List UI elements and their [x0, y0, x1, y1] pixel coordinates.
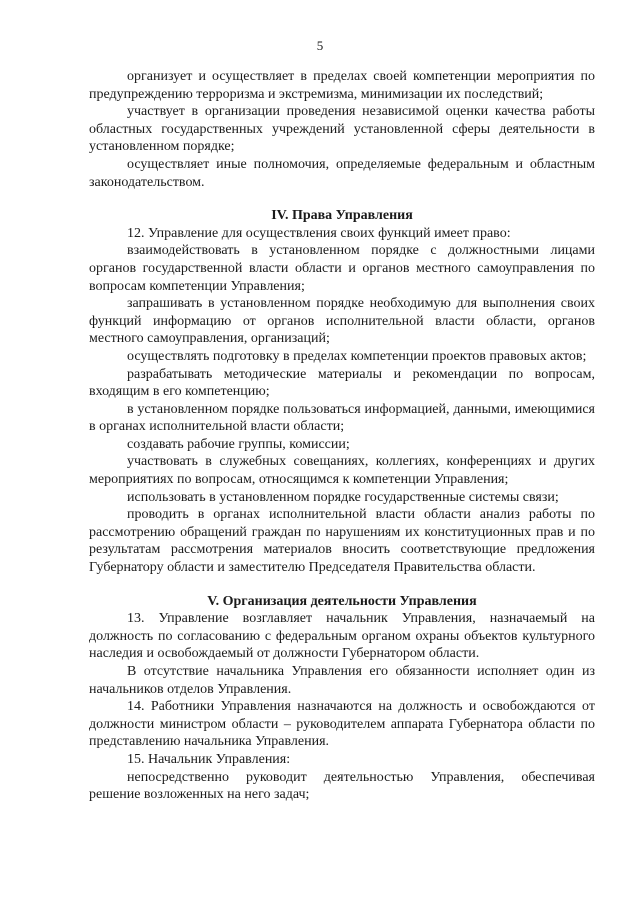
paragraph: В отсутствие начальника Управления его обязанности исполняет один из начальников отделов Управления. — [89, 664, 595, 697]
paragraph: 13. Управление возглавляет начальник Управления, назначаемый на должность по согласованию с федеральным органом охраны объектов культурного наследия и освобождаемый от должности Губернатором области. — [89, 611, 595, 662]
paragraph: участвует в организации проведения независимой оценки качества работы областных государственных учреждений установленной сферы деятельности в установленном порядке; — [89, 104, 595, 155]
section-heading-rights: IV. Права Управления — [271, 208, 413, 224]
paragraph: запрашивать в установленном порядке необходимую для выполнения своих функций информацию от органов исполнительной власти области, органов местного самоуправления, организаций; — [89, 296, 595, 347]
paragraph: осуществляет иные полномочия, определяемые федеральным и областным законодательством. — [89, 156, 595, 190]
page-number: 5 — [316, 38, 324, 53]
paragraph: проводить в органах исполнительной власти области анализ работы по рассмотрению обращений граждан по нарушениям их конституционных прав и по результатам рассмотрения материалов вносить соответствующие предложения Губернатору области и заместителю Председателя Правительства области. — [89, 507, 595, 576]
paragraph: непосредственно руководит деятельностью Управления, обеспечивая решение возложенных на него задач; — [89, 769, 595, 803]
paragraph: создавать рабочие группы, комиссии; — [127, 436, 350, 452]
paragraph: участвовать в служебных совещаниях, коллегиях, конференциях и других мероприятиях по вопросам, относящимся к компетенции Управления; — [89, 454, 595, 488]
paragraph: в установленном порядке пользоваться информацией, данными, имеющимися в органах исполнительной власти области; — [89, 401, 595, 435]
paragraph: использовать в установленном порядке государственные системы связи; — [127, 489, 559, 505]
paragraph: 14. Работники Управления назначаются на должность и освобождаются от должности министром области – руководителем аппарата Губернатора области по представлению начальника Управления. — [89, 699, 595, 750]
paragraph: 12. Управление для осуществления своих функций имеет право: — [127, 225, 511, 241]
paragraph: осуществлять подготовку в пределах компетенции проектов правовых актов; — [127, 348, 587, 364]
document-body — [89, 68, 595, 804]
paragraph: разрабатывать методические материалы и рекомендации по вопросам, входящим в его компетенцию; — [89, 366, 595, 400]
paragraph: 15. Начальник Управления: — [127, 751, 291, 767]
section-heading-organization: V. Организация деятельности Управления — [207, 593, 477, 609]
paragraph: организует и осуществляет в пределах своей компетенции мероприятия по предупреждению терроризма и экстремизма, минимизации их последствий; — [89, 69, 595, 102]
paragraph: взаимодействовать в установленном порядке с должностными лицами органов государственной власти области и органов местного самоуправления по вопросам компетенции Управления; — [89, 243, 595, 294]
